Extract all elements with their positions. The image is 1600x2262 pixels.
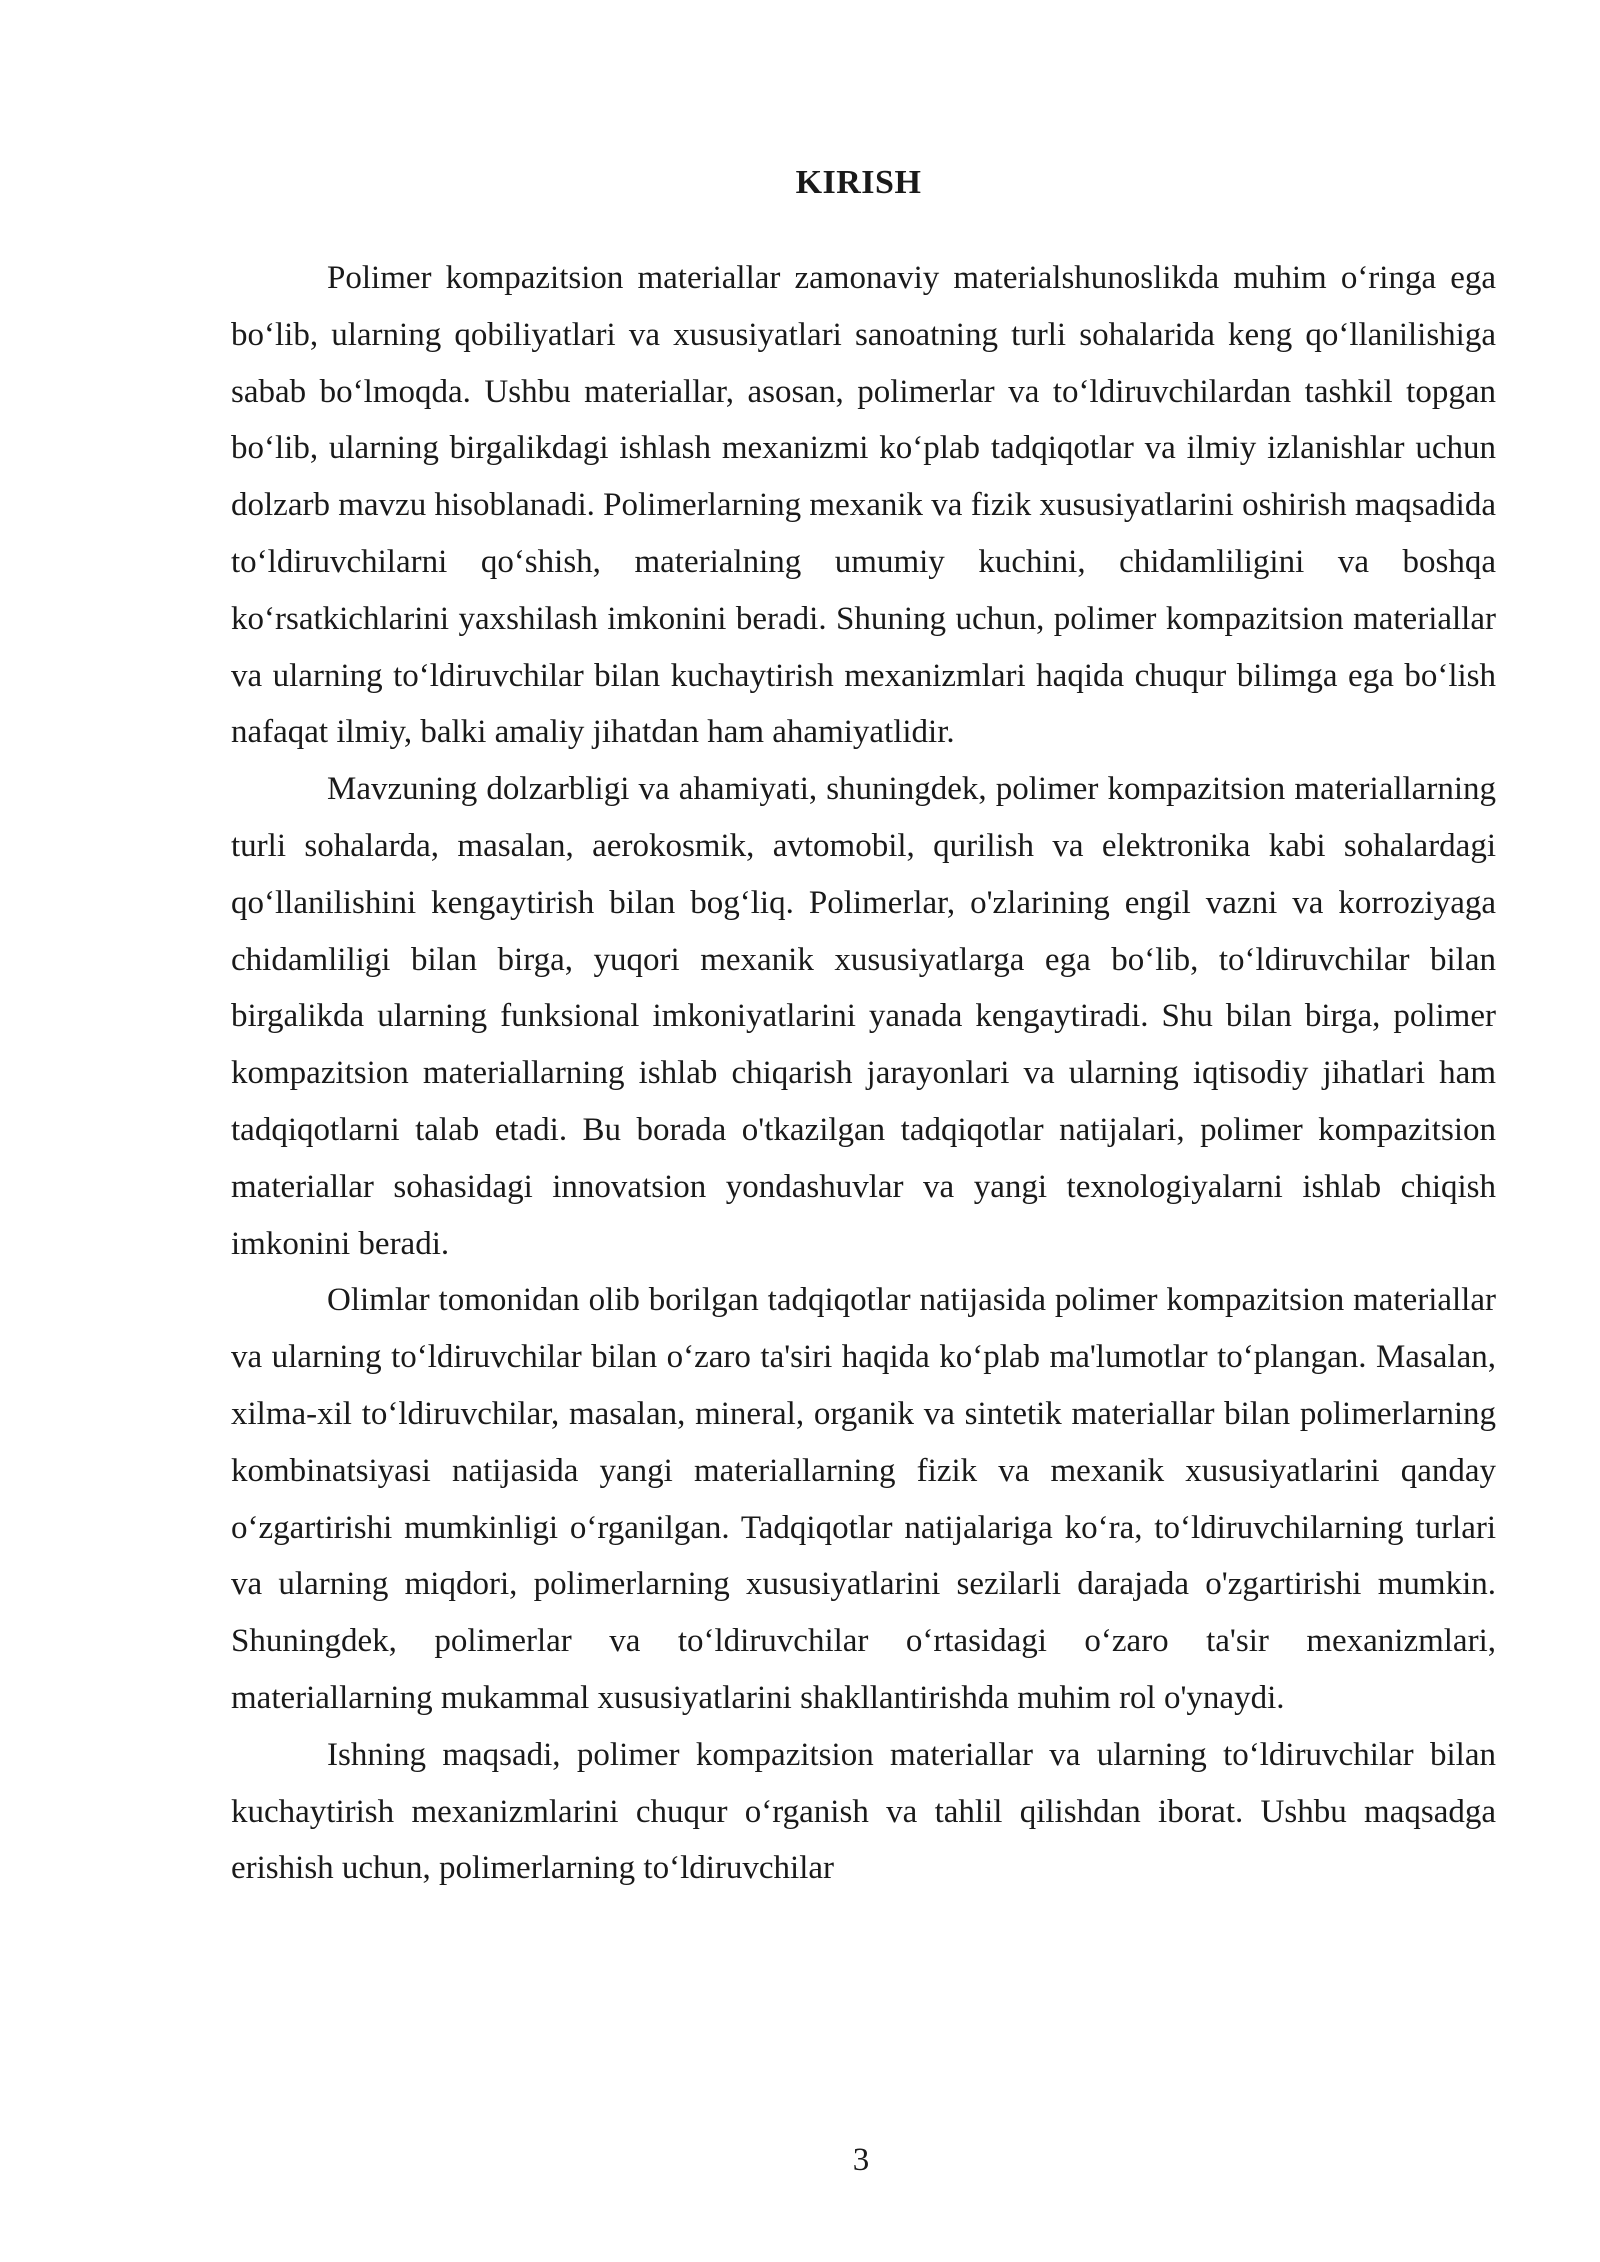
paragraph-2: Mavzuning dolzarbligi va ahamiyati, shuningdek, polimer kompazitsion materiallarning turli sohalarda, masalan, aerokosmik, avtomobil, qurilish va elektronika kabi sohalardagi qo‘llanilishini kengaytirish bilan bog‘liq. Polimerlar, o'zlarining engil vazni va korroziyaga chidamliligi bilan birga, yuqori mexanik xususiyatlarga ega bo‘lib, to‘ldiruvchilar bilan birgalikda ularning funksional imkoniyatlarini yanada kengaytiradi. Shu bilan birga, polimer kompazitsion materiallarning ishlab chiqarish jarayonlari va ularning iqtisodiy jihatlari ham tadqiqotlarni talab etadi. Bu borada o'tkazilgan tadqiqotlar natijalari, polimer kompazitsion materiallar sohasidagi innovatsion yondashuvlar va yangi texnologiyalarni ishlab chiqish imkonini beradi. xyxy=(231,771,1496,1262)
page-number: 3 xyxy=(852,2142,870,2178)
body-text xyxy=(231,250,1496,1897)
paragraph-4: Ishning maqsadi, polimer kompazitsion materiallar va ularning to‘ldiruvchilar bilan kuchaytirish mexanizmlarini chuqur o‘rganish va tahlil qilishdan iborat. Ushbu maqsadga erishish uchun, polimerlarning to‘ldiruvchilar xyxy=(231,1736,1496,1887)
section-title: KIRISH xyxy=(795,164,922,201)
paragraph-3: Olimlar tomonidan olib borilgan tadqiqotlar natijasida polimer kompazitsion materiallar va ularning to‘ldiruvchilar bilan o‘zaro ta'siri haqida ko‘plab ma'lumotlar to‘plangan. Masalan, xilma-xil to‘ldiruvchilar, masalan, mineral, organik va sintetik materiallar bilan polimerlarning kombinatsiyasi natijasida yangi materiallarning fizik va mexanik xususiyatlarini qanday o‘zgartirishi mumkinligi o‘rganilgan. Tadqiqotlar natijalariga ko‘ra, to‘ldiruvchilarning turlari va ularning miqdori, polimerlarning xususiyatlarini sezilarli darajada o'zgartirishi mumkin. Shuningdek, polimerlar va to‘ldiruvchilar o‘rtasidagi o‘zaro ta'sir mexanizmlari, materiallarning mukammal xususiyatlarini shakllantirishda muhim rol o'ynaydi. xyxy=(231,1282,1496,1716)
paragraph-1: Polimer kompazitsion materiallar zamonaviy materialshunoslikda muhim o‘ringa ega bo‘lib, ularning qobiliyatlari va xususiyatlari sanoatning turli sohalarida keng qo‘llanilishiga sabab bo‘lmoqda. Ushbu materiallar, asosan, polimerlar va to‘ldiruvchilardan tashkil topgan bo‘lib, ularning birgalikdagi ishlash mexanizmi ko‘plab tadqiqotlar va ilmiy izlanishlar uchun dolzarb mavzu hisoblanadi. Polimerlarning mexanik va fizik xususiyatlarini oshirish maqsadida to‘ldiruvchilarni qo‘shish, materialning umumiy kuchini, chidamliligini va boshqa ko‘rsatkichlarini yaxshilash imkonini beradi. Shuning uchun, polimer kompazitsion materiallar va ularning to‘ldiruvchilar bilan kuchaytirish mexanizmlari haqida chuqur bilimga ega bo‘lish nafaqat ilmiy, balki amaliy jihatdan ham ahamiyatlidir. xyxy=(231,260,1496,751)
